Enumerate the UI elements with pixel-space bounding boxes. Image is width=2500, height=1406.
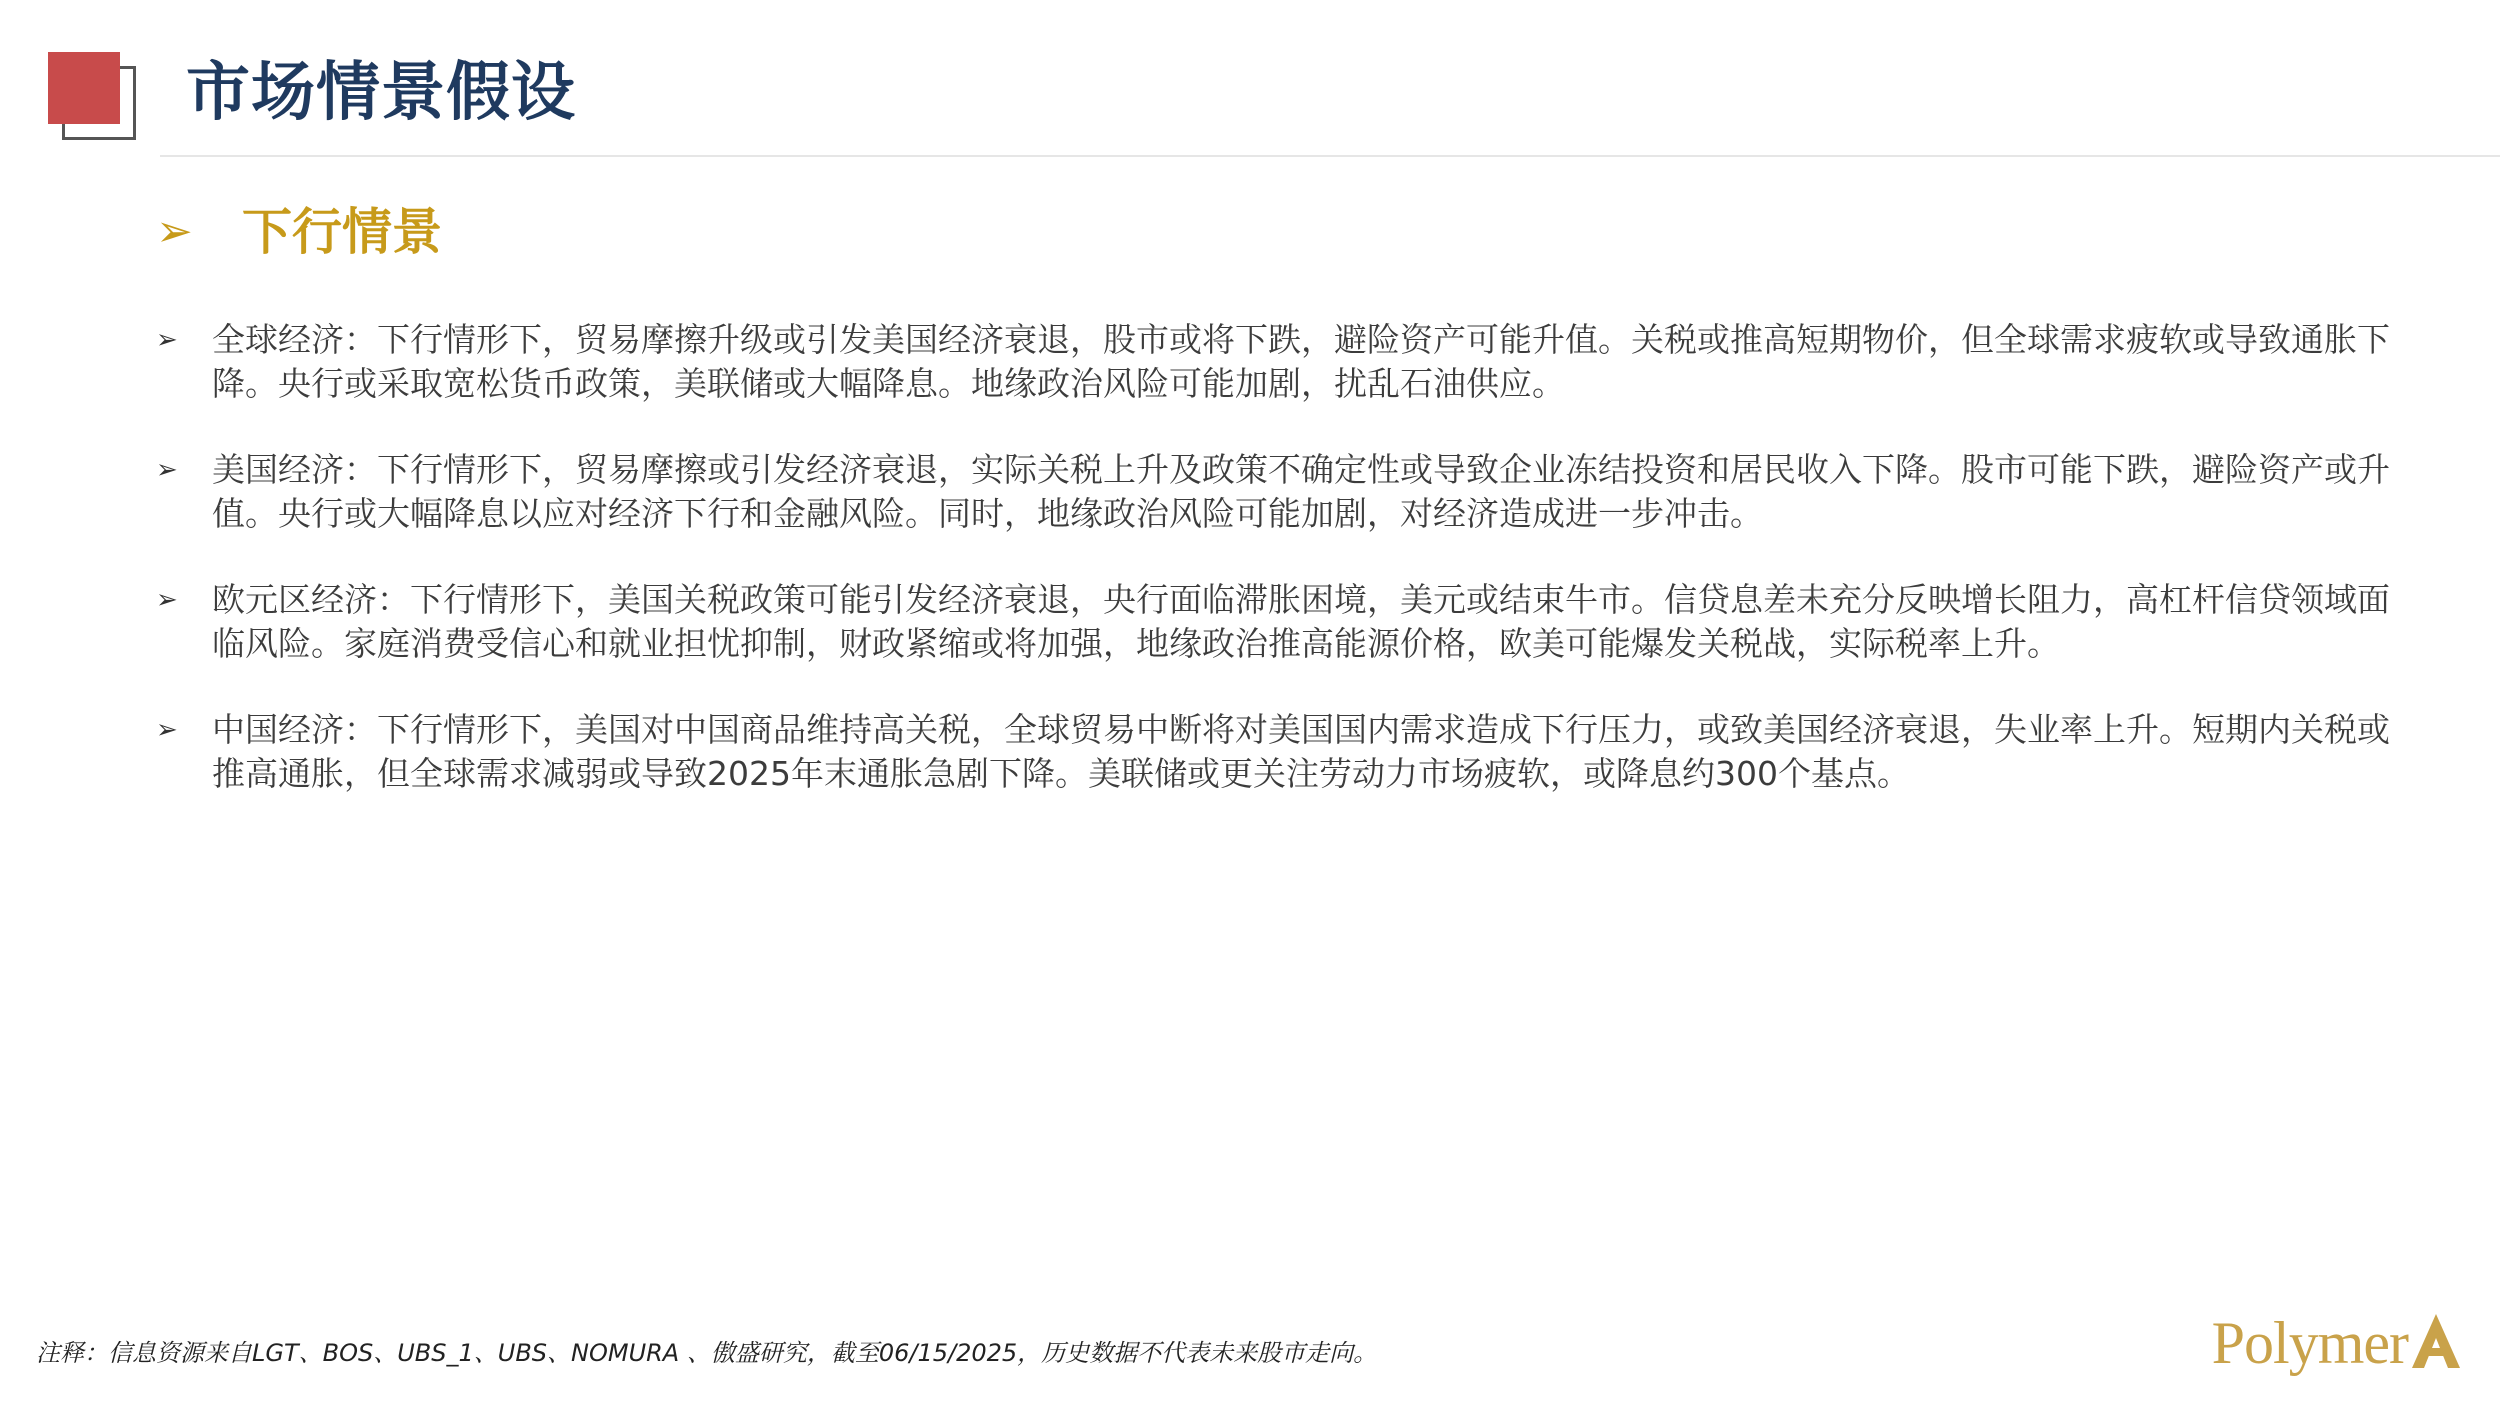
bullet-arrow-icon: ➢ [156, 325, 178, 355]
scenario-bullet-list [156, 318, 2406, 838]
bullet-arrow-icon: ➢ [156, 715, 178, 745]
page-title: 市场情景假设 [186, 56, 576, 130]
brand-a-icon [2410, 1312, 2462, 1370]
brand-name: Polymer [2211, 1310, 2408, 1376]
bullet-text: 美国经济：下行情形下，贸易摩擦或引发经济衰退，实际关税上升及政策不确定性或导致企业冻结投资和居民收入下降。股市可能下跌，避险资产或升值。央行或大幅降息以应对经济下行和金融风险。同时，地缘政治风险可能加剧，对经济造成进一步冲击。 [212, 450, 2390, 533]
brand-logo [2212, 1308, 2462, 1378]
bullet-item-eurozone [156, 578, 2406, 666]
section-heading [156, 194, 442, 270]
bullet-text: 欧元区经济：下行情形下，美国关税政策可能引发经济衰退，央行面临滞胀困境，美元或结束牛市。信贷息差未充分反映增长阻力，高杠杆信贷领域面临风险。家庭消费受信心和就业担忧抑制，财政紧缩或将加强，地缘政治推高能源价格，欧美可能爆发关税战，实际税率上升。 [212, 580, 2390, 663]
bullet-item-china [156, 708, 2406, 796]
header-divider [160, 155, 2500, 157]
bullet-text: 中国经济：下行情形下，美国对中国商品维持高关税，全球贸易中断将对美国国内需求造成下行压力，或致美国经济衰退，失业率上升。短期内关税或推高通胀，但全球需求减弱或导致2025年末通胀急剧下降。美联储或更关注劳动力市场疲软，或降息约300个基点。 [212, 710, 2390, 793]
header-logo-mark [48, 52, 138, 142]
bullet-arrow-icon: ➢ [156, 585, 178, 615]
bullet-item-us [156, 448, 2406, 536]
bullet-item-global [156, 318, 2406, 406]
logo-red-square [48, 52, 120, 124]
section-heading-label: 下行情景 [242, 203, 442, 261]
bullet-text: 全球经济：下行情形下，贸易摩擦升级或引发美国经济衰退，股市或将下跌，避险资产可能升值。关税或推高短期物价，但全球需求疲软或导致通胀下降。央行或采取宽松货币政策，美联储或大幅降息。地缘政治风险可能加剧，扰乱石油供应。 [212, 320, 2390, 403]
section-arrow-icon: ➢ [156, 206, 193, 257]
footnote: 注释：信息资源来自LGT、BOS、UBS_1、UBS、NOMURA 、傲盛研究，截至06/15/2025，历史数据不代表未来股市走向。 [36, 1339, 1378, 1367]
bullet-arrow-icon: ➢ [156, 455, 178, 485]
